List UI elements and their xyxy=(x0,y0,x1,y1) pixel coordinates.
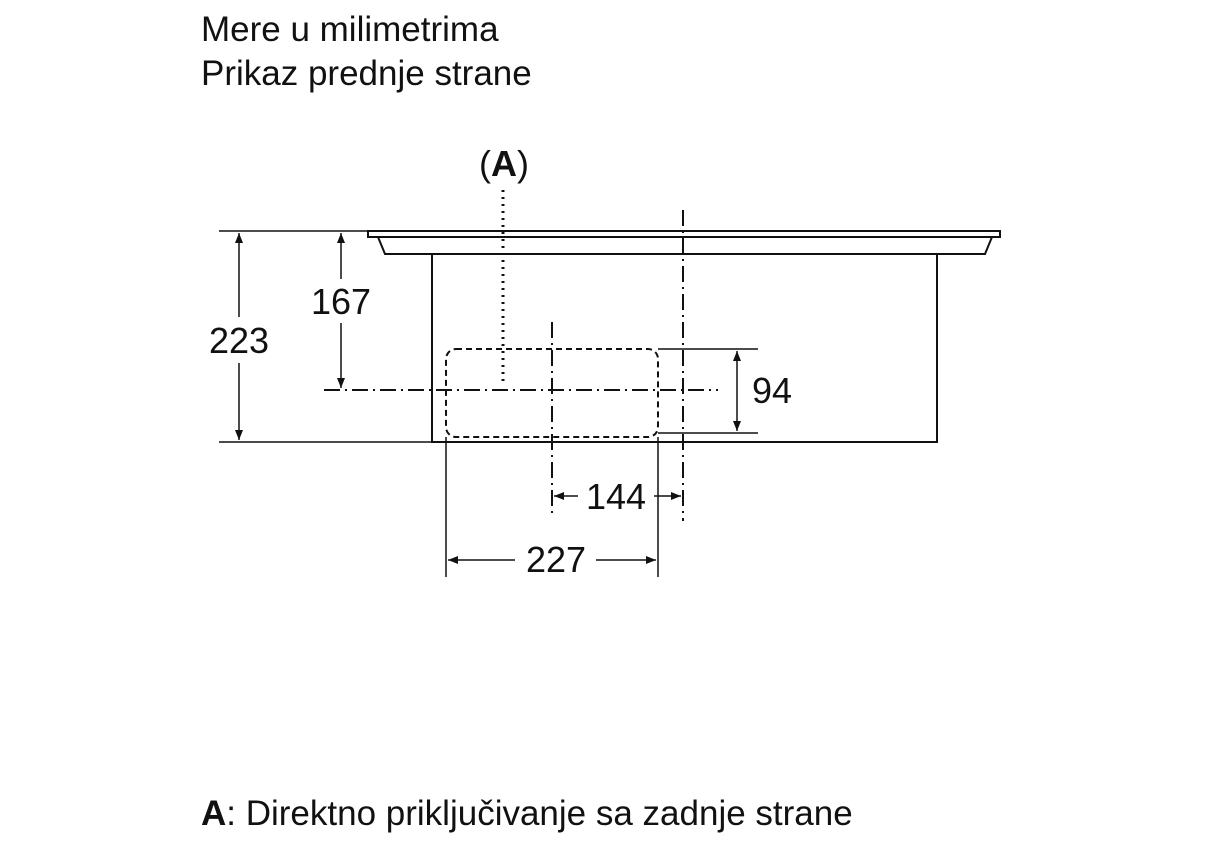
offset-width-label: 144 xyxy=(585,476,647,517)
units-note: Mere u milimetrima xyxy=(201,10,499,49)
view-title: Prikaz prednje strane xyxy=(201,54,532,93)
legend xyxy=(201,792,853,836)
callout-label: (A) xyxy=(479,143,529,184)
legend-text: : Direktno priključivanje sa zadnje strane xyxy=(226,794,853,833)
upper-height-label: 167 xyxy=(310,281,372,322)
extension-lines xyxy=(219,231,758,577)
opening-width-label: 227 xyxy=(525,539,587,580)
total-height-label: 223 xyxy=(208,320,270,361)
dimension-offset-width xyxy=(554,476,681,517)
dimension-total-height xyxy=(209,233,269,440)
opening-height-label: 94 xyxy=(752,370,793,411)
legend-key: A xyxy=(201,794,227,833)
dimension-upper-height xyxy=(311,233,371,388)
dimension-opening-width xyxy=(448,539,656,580)
dimension-opening-height xyxy=(737,351,792,431)
